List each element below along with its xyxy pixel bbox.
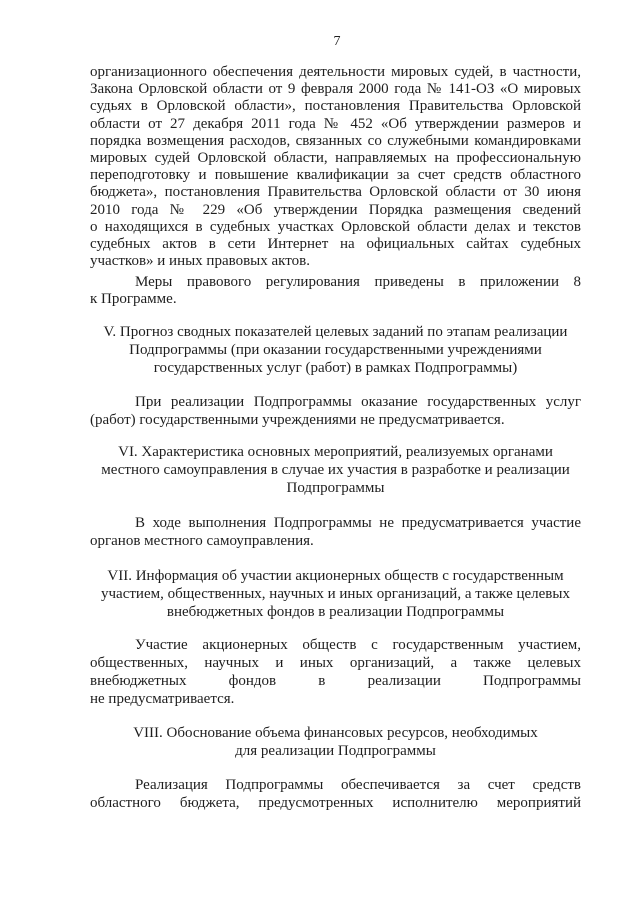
heading-line: государственных услуг (работ) в рамках Подпрограммы) — [153, 360, 518, 376]
section-body-vii — [90, 636, 581, 708]
text-line: порядка возмещения расходов, связанных со служебными командировками — [90, 132, 581, 149]
text-line: бюджета», постановления Правительства Орловской области от 30 июня — [90, 184, 581, 201]
text-line: Закона Орловской области от 9 февраля 2000 года № 141-ОЗ «О мировых — [90, 81, 581, 98]
heading-line: VI. Характеристика основных мероприятий, реализуемых органами — [118, 444, 553, 460]
text-line: не предусматривается. — [90, 691, 235, 707]
section-heading-v — [90, 323, 581, 377]
text-line: области от 27 декабря 2011 года № 452 «Об утверждении размеров и — [90, 115, 581, 132]
text-line: судьях в Орловской области», постановления Правительства Орловской — [90, 98, 581, 115]
text-line: областного бюджета, предусмотренных исполнителю мероприятий — [90, 795, 581, 811]
text-line: Меры правового регулирования приведены в приложении 8 — [135, 274, 581, 290]
text-line: В ходе выполнения Подпрограммы не предусматривается участие — [135, 515, 581, 531]
heading-line: для реализации Подпрограммы — [235, 743, 436, 759]
heading-line: внебюджетных фондов в реализации Подпрограммы — [166, 604, 505, 620]
text-line: организационного обеспечения деятельности мировых судей, в частности, — [90, 64, 581, 80]
heading-line: местного самоуправления в случае их участия в разработке и реализации — [101, 462, 570, 478]
heading-line: Подпрограммы — [286, 480, 385, 496]
heading-line: VIII. Обоснование объема финансовых ресурсов, необходимых — [133, 725, 538, 741]
section-body-v — [90, 393, 581, 429]
paragraph-legal-acts — [90, 64, 581, 270]
section-body-viii — [90, 776, 581, 812]
text-line: При реализации Подпрограммы оказание государственных услуг — [135, 394, 581, 410]
section-heading-viii — [90, 724, 581, 760]
page-number: 7 — [333, 34, 341, 49]
section-body-vi — [90, 514, 581, 550]
text-line: общественных, научных и иных организаций, а также целевых — [90, 655, 581, 671]
text-line: участков» и иных правовых актов. — [90, 253, 310, 270]
heading-line: VII. Информация об участии акционерных обществ с государственным — [107, 568, 564, 584]
paragraph-legal-measures — [90, 274, 581, 308]
text-line: Участие акционерных обществ с государственным участием, — [135, 637, 581, 653]
text-line: переподготовку и повышение квалификации за счет средств областного — [90, 167, 581, 184]
heading-line: участием, общественных, научных и иных организаций, а также целевых — [101, 586, 570, 602]
text-line: органов местного самоуправления. — [90, 533, 314, 549]
heading-line: V. Прогноз сводных показателей целевых заданий по этапам реализации — [103, 324, 568, 340]
section-heading-vi — [90, 443, 581, 497]
heading-line: Подпрограммы (при оказании государственными учреждениями — [129, 342, 542, 358]
text-line: (работ) государственными учреждениями не предусматривается. — [90, 412, 505, 428]
text-line: к Программе. — [90, 291, 177, 308]
text-line: Реализация Подпрограммы обеспечивается за счет средств — [135, 777, 581, 793]
text-line: мировых судей Орловской области, направляемых на профессиональную — [90, 150, 581, 167]
section-heading-vii — [90, 567, 581, 621]
text-line: 2010 года № 229 «Об утверждении Порядка размещения сведений — [90, 201, 581, 218]
text-line: внебюджетных фондов в реализации Подпрограммы — [90, 673, 581, 689]
text-line: судебных актов в сети Интернет на официальных сайтах судебных — [90, 236, 581, 253]
text-line: о находящихся в судебных участках Орловской области делах и текстов — [90, 218, 581, 235]
